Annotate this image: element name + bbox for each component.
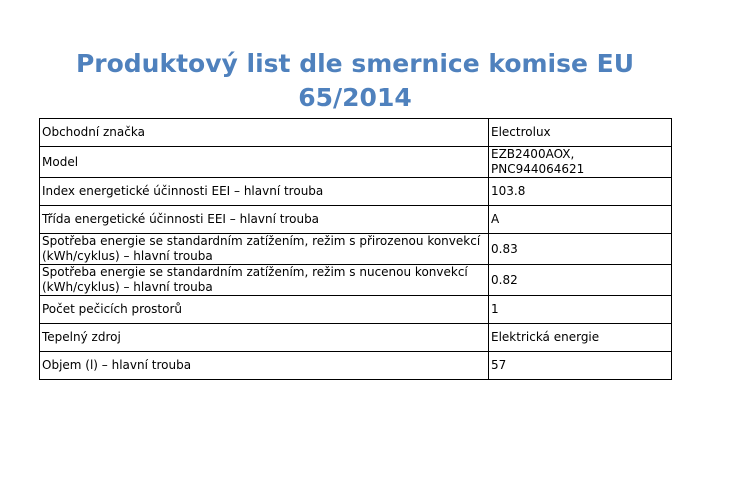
row-label-heat-source: Tepelný zdroj — [40, 324, 489, 352]
row-value-eei-index: 103.8 — [489, 178, 672, 206]
row-value-consumption-natural: 0.83 — [489, 234, 672, 265]
row-label-eei-class: Třída energetické účinnosti EEI – hlavní trouba — [40, 206, 489, 234]
table-row — [40, 296, 672, 324]
row-value-volume: 57 — [489, 352, 672, 380]
row-label-model: Model — [40, 147, 489, 178]
product-sheet-table — [39, 118, 672, 380]
table-row — [40, 178, 672, 206]
table-row — [40, 119, 672, 147]
title-line-2: 65/2014 — [298, 83, 412, 112]
row-label-cavities: Počet pečicích prostorů — [40, 296, 489, 324]
row-value-eei-class: A — [489, 206, 672, 234]
table-row — [40, 352, 672, 380]
table-row — [40, 234, 672, 265]
document-title — [40, 47, 670, 115]
row-label-consumption-forced: Spotřeba energie se standardním zatížením, režim s nucenou konvekcí (kWh/cyklus) – hlavní trouba — [40, 265, 489, 296]
row-label-brand: Obchodní značka — [40, 119, 489, 147]
row-label-consumption-natural: Spotřeba energie se standardním zatížením, režim s přirozenou konvekcí (kWh/cyklus) – hlavní trouba — [40, 234, 489, 265]
row-value-cavities: 1 — [489, 296, 672, 324]
row-value-consumption-forced: 0.82 — [489, 265, 672, 296]
row-label-eei-index: Index energetické účinnosti EEI – hlavní trouba — [40, 178, 489, 206]
table-row — [40, 265, 672, 296]
row-value-brand: Electrolux — [489, 119, 672, 147]
table-row — [40, 324, 672, 352]
table-row — [40, 206, 672, 234]
table-row — [40, 147, 672, 178]
title-line-1: Produktový list dle smernice komise EU — [75, 49, 635, 78]
row-value-model: EZB2400AOX, PNC944064621 — [489, 147, 672, 178]
row-label-volume: Objem (l) – hlavní trouba — [40, 352, 489, 380]
row-value-heat-source: Elektrická energie — [489, 324, 672, 352]
